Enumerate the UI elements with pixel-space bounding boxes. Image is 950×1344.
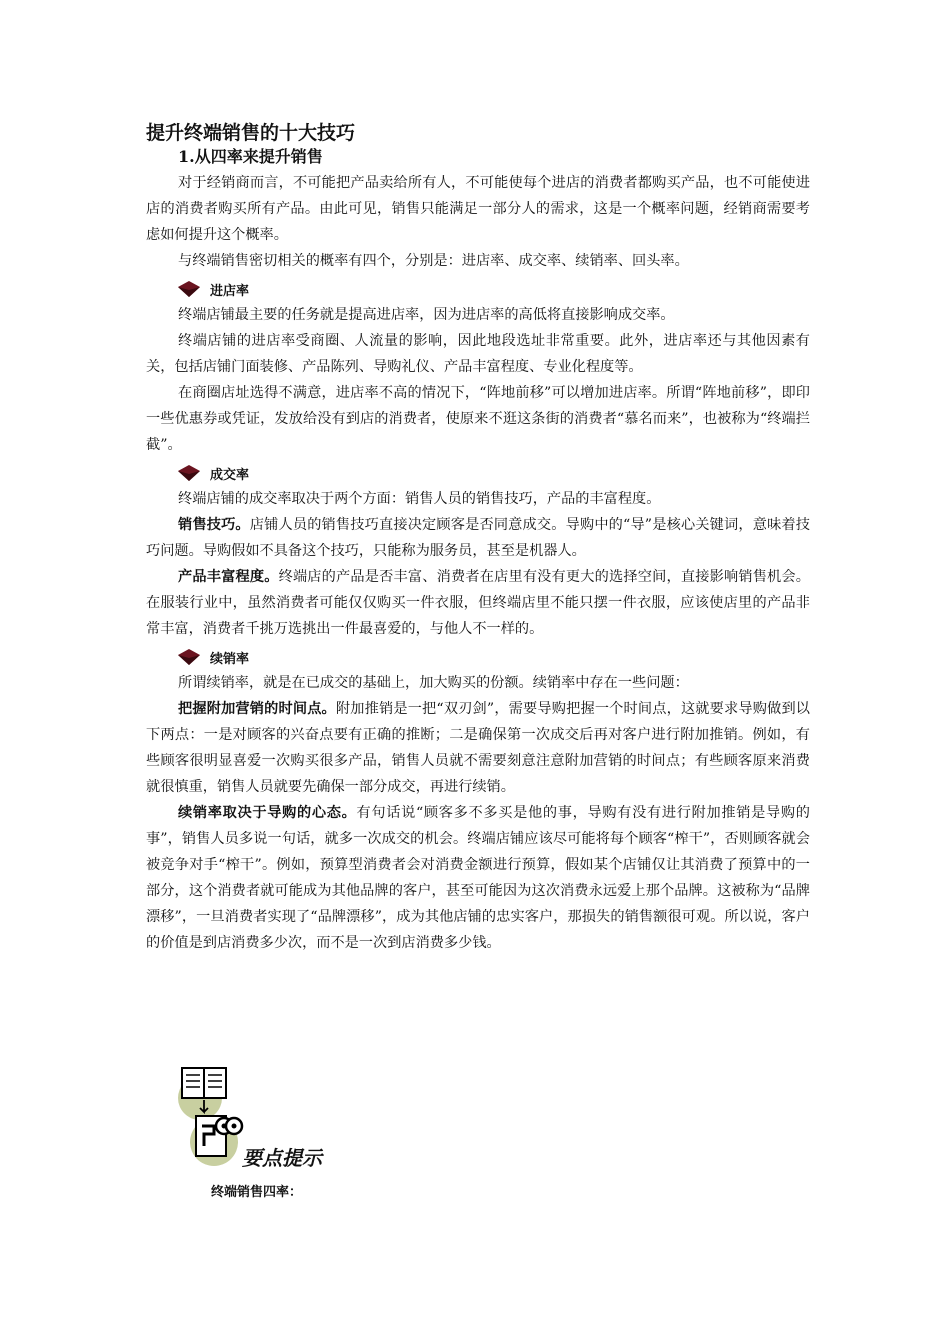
resale-paragraph-1: 所谓续销率，就是在已成交的基础上，加大购买的份额。续销率中存在一些问题： <box>178 675 689 691</box>
heading-label: 成交率 <box>210 467 250 483</box>
lead-text: 销售技巧。 <box>178 517 250 533</box>
lead-text: 续销率取决于导购的心态。 <box>178 805 357 821</box>
body-text: 附加推销是一把“双刃剑”，需要导购把握一个时间点，这就要求导购做到以下两点：一是对顾客的兴奋点要有正确的推断；二是确保第一次成交后再对客户进行附加推销。例如，有些顾客很明显喜爱一次购买很多产品，销售人员就不需要刻意注意附加营销的时间点；有些顾客原来消费就很慎重，销售人员就要先确保一部分成交，再进行续销。 <box>146 701 810 795</box>
resale-paragraph-3 <box>146 800 810 956</box>
document-body <box>146 120 810 956</box>
diamond-bullet-icon <box>178 649 200 665</box>
heading-label: 续销率 <box>210 651 250 667</box>
section-subtitle: 1.从四率来提升销售 <box>178 147 323 166</box>
deal-paragraph-2 <box>146 512 810 564</box>
deal-paragraph-1: 终端店铺的成交率取决于两个方面：销售人员的销售技巧，产品的丰富程度。 <box>178 491 661 507</box>
tips-block <box>176 1064 476 1174</box>
body-text: 店铺人员的销售技巧直接决定顾客是否同意成交。导购中的“导”是核心关键词，意味着技巧问题。导购假如不具备这个技巧，只能称为服务员，甚至是机器人。 <box>146 517 810 559</box>
deal-paragraph-3 <box>146 564 810 642</box>
heading-entry-rate <box>178 276 810 302</box>
lead-text: 把握附加营销的时间点。 <box>178 701 336 717</box>
page-title: 提升终端销售的十大技巧 <box>146 122 356 144</box>
heading-resale-rate <box>178 644 810 670</box>
intro-paragraph-2: 与终端销售密切相关的概率有四个，分别是：进店率、成交率、续销率、回头率。 <box>178 253 689 269</box>
diamond-bullet-icon <box>178 465 200 481</box>
heading-deal-rate <box>178 460 810 486</box>
tips-label: 要点提示 <box>242 1146 322 1170</box>
body-text: 有句话说“顾客多不多买是他的事，导购有没有进行附加推销是导购的事”，销售人员多说一句话，就多一次成交的机会。终端店铺应该尽可能将每个顾客“榨干”，否则顾客就会被竞争对手“榨干”。例如，预算型消费者会对消费金额进行预算，假如某个店铺仅让其消费了预算中的一部分，这个消费者就可能成为其他品牌的客户，甚至可能因为这次消费永远爱上那个品牌。这被称为“品牌漂移”，一旦消费者实现了“品牌漂移”，成为其他店铺的忠实客户，那损失的销售额很可观。所以说，客户的价值是到店消费多少次，而不是一次到店消费多少钱。 <box>146 805 810 951</box>
heading-label: 进店率 <box>210 283 250 299</box>
entry-paragraph-1: 终端店铺最主要的任务就是提高进店率，因为进店率的高低将直接影响成交率。 <box>178 307 675 323</box>
diamond-bullet-icon <box>178 281 200 297</box>
intro-paragraph-1: 对于经销商而言，不可能把产品卖给所有人，不可能使每个进店的消费者都购买产品，也不可能使进店的消费者购买所有产品。由此可见，销售只能满足一部分人的需求，这是一个概率问题，经销商需要考虑如何提升这个概率。 <box>146 175 810 243</box>
four-rates-subheading: 终端销售四率： <box>211 1185 303 1200</box>
lead-text: 产品丰富程度。 <box>178 569 279 585</box>
pointer-tip-icon <box>190 1112 250 1168</box>
entry-paragraph-3: 在商圈店址选得不满意，进店率不高的情况下，“阵地前移”可以增加进店率。所谓“阵地前移”，即印一些优惠券或凭证，发放给没有到店的消费者，使原来不逛这条街的消费者“慕名而来”，也被称为“终端拦截”。 <box>146 385 810 453</box>
resale-paragraph-2 <box>146 696 810 800</box>
body-text: 终端店的产品是否丰富、消费者在店里有没有更大的选择空间，直接影响销售机会。在服装行业中，虽然消费者可能仅仅购买一件衣服，但终端店里不能只摆一件衣服，应该使店里的产品非常丰富，消费者千挑万选挑出一件最喜爱的，与他人不一样的。 <box>146 569 810 637</box>
entry-paragraph-2: 终端店铺的进店率受商圈、人流量的影响，因此地段选址非常重要。此外，进店率还与其他因素有关，包括店铺门面装修、产品陈列、导购礼仪、产品丰富程度、专业化程度等。 <box>146 333 810 375</box>
